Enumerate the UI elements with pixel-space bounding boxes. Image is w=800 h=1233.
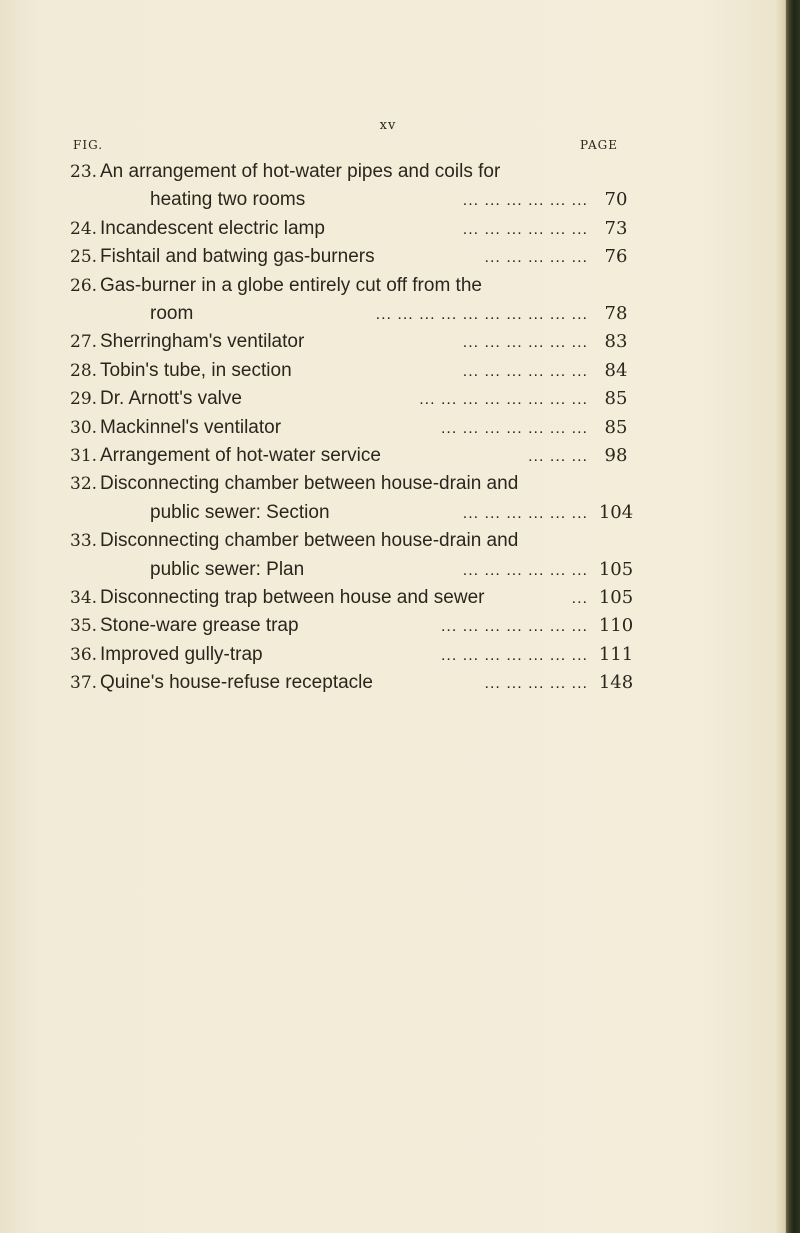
figure-caption: Disconnecting chamber between house-drain and [100,530,519,552]
figure-caption-continued: room [150,302,194,324]
page-reference: 104 [598,501,634,523]
page-reference: 105 [598,587,634,608]
figure-caption: An arrangement of hot-water pipes and coils for [100,161,501,182]
figure-caption: Dr. Arnott's valve [100,388,242,410]
figure-number: 30. [70,417,98,438]
figure-caption: Incandescent electric lamp [100,217,325,239]
figure-number: 26. [70,275,98,296]
page-reference: 85 [604,416,628,438]
page-header [0,118,800,138]
book-binding-edge [786,0,800,1233]
leader-dots: ... ... ... ... ... ... ... ... ... ... [375,305,588,323]
page-reference: 111 [598,643,634,665]
leader-dots: ... ... ... ... ... [484,249,588,267]
figure-caption: Mackinnel's ventilator [100,416,282,438]
page-reference: 70 [604,189,628,211]
page-reference: 76 [604,246,628,268]
page-reference: 85 [604,388,628,410]
leader-dots: ... ... ... ... ... ... [462,192,588,210]
leader-dots: ... ... ... ... ... ... [462,220,588,238]
figure-caption: Sherringham's ventilator [100,331,305,353]
leader-dots: ... ... ... ... ... [484,675,588,693]
figure-number: 37. [70,673,98,694]
leader-dots: ... ... ... ... ... ... [462,362,588,380]
page-reference: 110 [598,615,634,637]
figure-number: 32. [70,474,98,495]
page-reference: 98 [604,445,628,466]
page-reference: 148 [598,672,634,694]
figure-caption: Disconnecting chamber between house-drain and [100,473,519,495]
figure-caption: Quine's house-refuse receptacle [100,672,373,694]
figure-caption: Disconnecting trap between house and sewer [100,587,485,608]
figure-caption: Arrangement of hot-water service [100,445,381,466]
figure-caption-continued: public sewer: Section [150,501,330,523]
figure-number: 27. [70,332,98,353]
figure-number: 25. [70,247,98,268]
page-column-heading: PAGE [580,138,618,152]
fig-column-heading: FIG. [73,138,104,152]
leader-dots: ... [571,590,588,607]
figure-number: 34. [70,588,98,608]
figure-caption-continued: heating two rooms [150,189,306,211]
figure-caption: Tobin's tube, in section [100,359,292,381]
figure-number: 35. [70,616,98,637]
leader-dots: ... ... ... ... ... ... [462,334,588,352]
figure-caption: Gas-burner in a globe entirely cut off from the [100,274,482,296]
figure-number: 28. [70,360,98,381]
figure-caption-continued: public sewer: Plan [150,558,305,580]
leader-dots: ... ... ... ... ... ... ... [440,646,588,664]
leader-dots: ... ... ... ... ... ... ... ... [419,391,588,409]
figure-number: 33. [70,531,98,552]
leader-dots: ... ... ... ... ... ... ... [440,419,588,437]
page-number-roman: xv [379,118,397,133]
figure-number: 29. [70,389,98,410]
figure-number: 23. [70,162,98,182]
figure-number: 31. [70,446,98,466]
page-reference: 78 [604,302,628,324]
page-reference: 105 [598,558,634,580]
leader-dots: ... ... ... ... ... ... [462,561,588,579]
page-reference: 73 [604,217,628,239]
leader-dots: ... ... ... [528,448,588,465]
page-reference: 83 [604,331,628,353]
figure-caption: Improved gully-trap [100,643,263,665]
figure-caption: Stone-ware grease trap [100,615,299,637]
leader-dots: ... ... ... ... ... ... ... [440,618,588,636]
figure-number: 24. [70,218,98,239]
page-reference: 84 [604,359,628,381]
figure-number: 36. [70,644,98,665]
figure-caption: Fishtail and batwing gas-burners [100,246,375,268]
leader-dots: ... ... ... ... ... ... [462,504,588,522]
